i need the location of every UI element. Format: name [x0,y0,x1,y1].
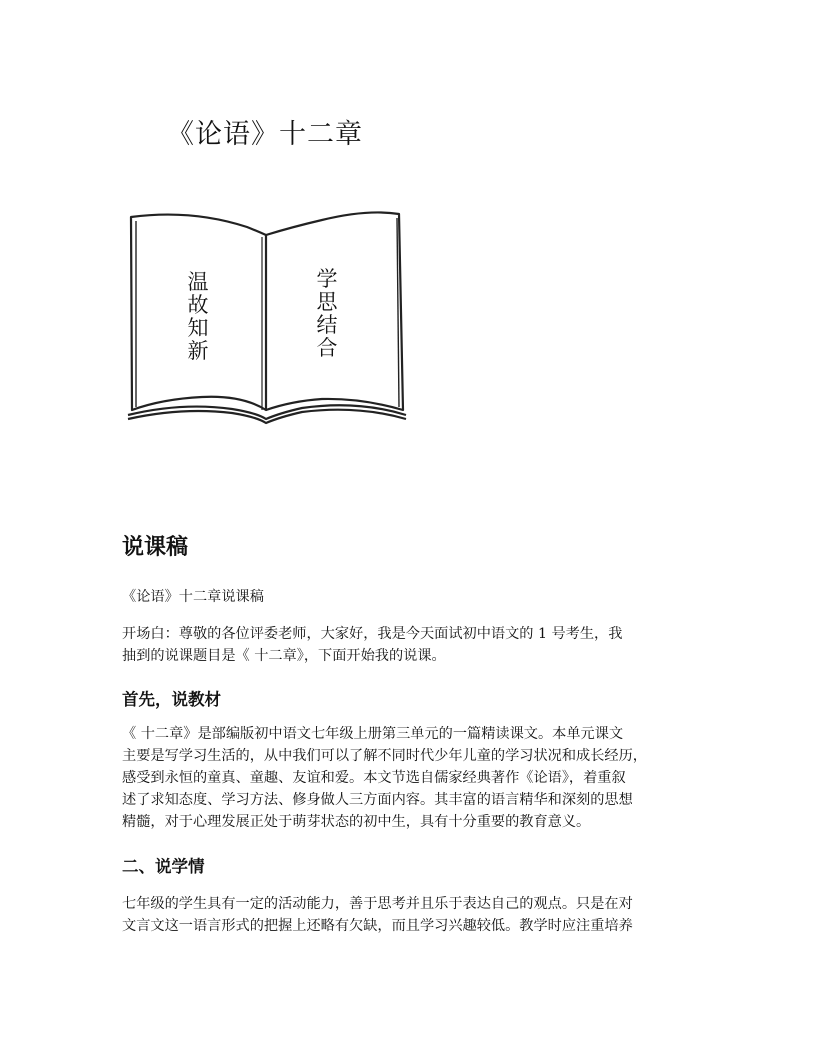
paragraph-line: 开场白：尊敬的各位评委老师，大家好，我是今天面试初中语文的 1 号考生，我 [122,626,623,642]
open-book-illustration [122,205,412,430]
left-page-text: 温故知新 [187,270,209,363]
student-paragraph [122,893,722,937]
heading-student-situation: 二、说学情 [122,857,205,876]
subtitle: 《论语》十二章说课稿 [122,589,264,605]
paragraph-line: 抽到的说课题目是《 十二章》，下面开始我的说课。 [122,648,446,664]
material-paragraph [122,723,722,833]
paragraph-line: 述了求知态度、学习方法、修身做人三方面内容。其丰富的语言精华和深刻的思想 [122,792,633,808]
paragraph-line: 主要是写学习生活的，从中我们可以了解不同时代少年儿童的学习状况和成长经历， [122,748,647,764]
right-page-text: 学思结合 [316,267,338,360]
paragraph-line: 感受到永恒的童真、童趣、友谊和爱。本文节选自儒家经典著作《论语》，着重叙 [122,770,626,786]
paragraph-line: 《 十二章》是部编版初中语文七年级上册第三单元的一篇精读课文。本单元课文 [122,726,624,742]
heading-teaching-material: 首先，说教材 [122,690,221,709]
document-title: 《论语》十二章 [167,119,363,150]
opening-paragraph [122,623,722,667]
paragraph-line: 七年级的学生具有一定的活动能力，善于思考并且乐于表达自己的观点。只是在对 [122,896,633,912]
section-heading: 说课稿 [122,535,189,560]
paragraph-line: 文言文这一语言形式的把握上还略有欠缺，而且学习兴趣较低。教学时应注重培养 [122,918,633,934]
paragraph-line: 精髓，对于心理发展正处于萌芽状态的初中生，具有十分重要的教育意义。 [122,814,591,830]
